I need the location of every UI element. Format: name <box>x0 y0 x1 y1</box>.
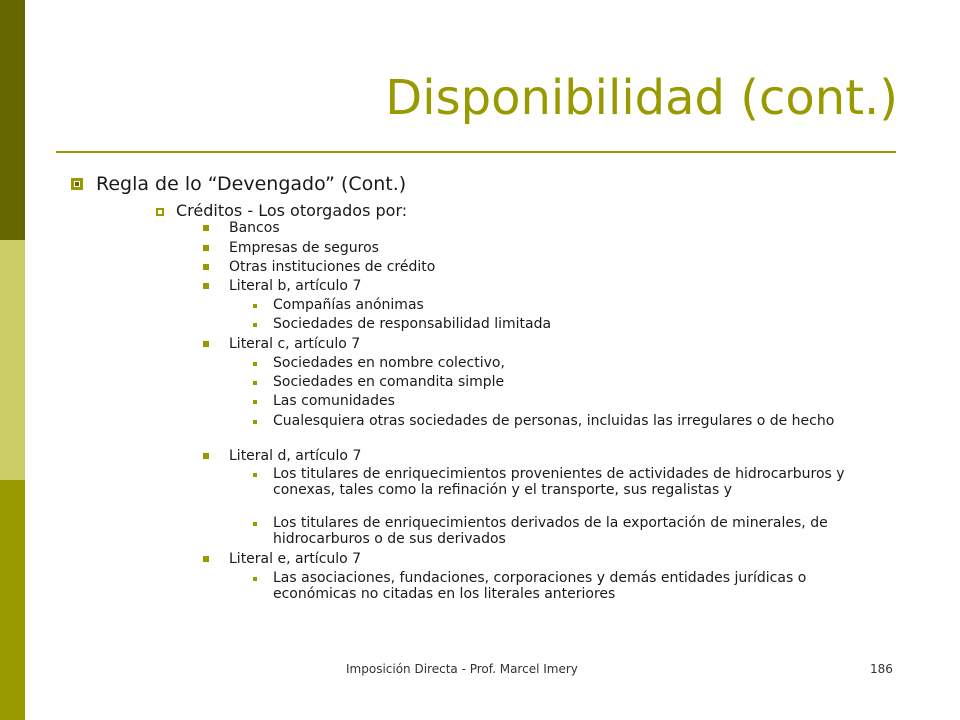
list-item: Sociedades en comandita simple <box>273 374 505 390</box>
list-item: Las asociaciones, fundaciones, corporaciones y demás entidades jurídicas o económicas no citadas en los literales anteriores <box>273 570 807 602</box>
list-item: Sociedades en nombre colectivo, <box>273 355 505 371</box>
footer-text: Imposición Directa - Prof. Marcel Imery <box>346 662 578 676</box>
list-item: Empresas de seguros <box>229 240 379 256</box>
list-item: Literal c, artículo 7 <box>229 336 361 352</box>
list-item: Los titulares de enriquecimientos derivados de la exportación de minerales, de hidrocarburos o de sus derivados <box>273 515 828 547</box>
list-item: Sociedades de responsabilidad limitada <box>273 316 552 332</box>
bullet-icon <box>203 283 209 289</box>
title-underline <box>56 151 896 153</box>
square-bullet-icon <box>71 178 83 190</box>
bullet-icon <box>253 522 257 526</box>
sidebar-band-light <box>0 240 25 480</box>
list-item: Compañías anónimas <box>273 297 424 313</box>
list-item: Otras instituciones de crédito <box>229 259 436 275</box>
bullet-icon <box>203 264 209 270</box>
bullet-icon <box>203 341 209 347</box>
sidebar-decoration <box>0 0 25 720</box>
list-item: Cualesquiera otras sociedades de personas, incluidas las irregulares o de hecho <box>273 413 835 429</box>
bullet-icon <box>253 362 257 366</box>
slide-title: Disponibilidad (cont.) <box>385 70 898 126</box>
list-item: Literal e, artículo 7 <box>229 551 362 567</box>
bullet-icon <box>253 473 257 477</box>
subheading-text: Créditos - Los otorgados por: <box>176 201 408 220</box>
list-item: Literal b, artículo 7 <box>229 278 362 294</box>
bullet-icon <box>253 381 257 385</box>
bullet-icon <box>253 323 257 327</box>
sidebar-band-dark <box>0 0 25 240</box>
list-item: Bancos <box>229 220 280 236</box>
bullet-icon <box>203 225 209 231</box>
bullet-icon <box>203 453 209 459</box>
list-item: Los titulares de enriquecimientos provenientes de actividades de hidrocarburos y conexas, tales como la refinación y el transporte, sus regalistas y <box>273 466 845 498</box>
bullet-icon <box>203 245 209 251</box>
heading-text: Regla de lo “Devengado” (Cont.) <box>96 173 407 195</box>
page-number: 186 <box>870 662 893 676</box>
bullet-icon <box>253 577 257 581</box>
bullet-icon <box>253 304 257 308</box>
bullet-icon <box>253 420 257 424</box>
bullet-icon <box>253 400 257 404</box>
sidebar-band-olive <box>0 480 25 720</box>
square-bullet-icon <box>156 208 164 216</box>
list-item: Las comunidades <box>273 393 395 409</box>
list-item: Literal d, artículo 7 <box>229 448 362 464</box>
bullet-icon <box>203 556 209 562</box>
